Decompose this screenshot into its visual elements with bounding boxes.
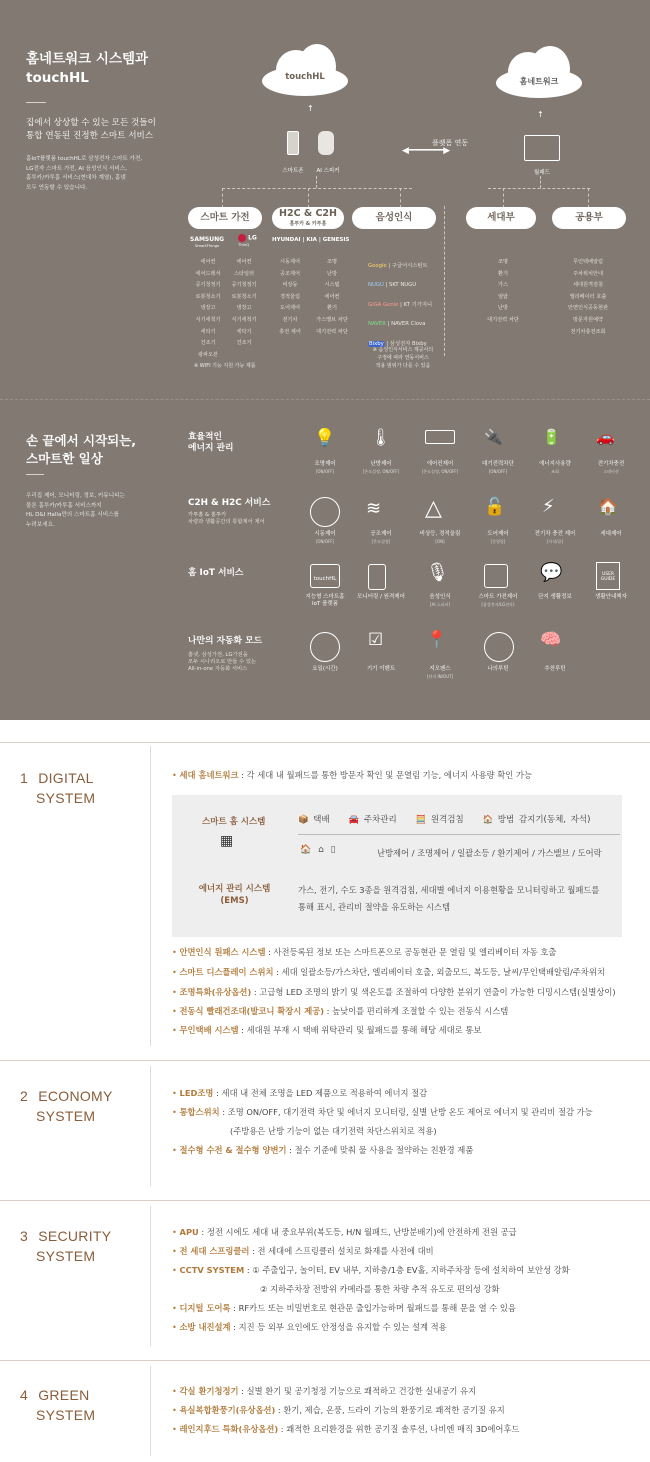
hazard-triangle-icon: △ — [425, 496, 442, 521]
row-title-c2h: C2H & H2C 서비스 — [188, 498, 271, 508]
row-title-automation: 나만의 자동화 모드 — [188, 636, 263, 646]
ev-charger-icon: 🚗 — [596, 428, 615, 446]
map-pin-icon: 📍 — [426, 630, 448, 650]
section-title-economy: 2 ECONOMY SYSTEM — [20, 1088, 113, 1124]
intro-title: 홈네트워크 시스템과 touchHL — [26, 51, 149, 86]
security-house-icon: 🏠 — [482, 815, 494, 825]
charging-icon: ⚡ — [542, 496, 555, 517]
daily-title: 손 끝에서 시작되는, 스마트한 일상 — [26, 433, 137, 466]
divider — [26, 102, 46, 103]
control-icons: 🏠 ⌂ ▯ — [300, 845, 338, 855]
pill-smart-appliance: 스마트 가전 — [188, 207, 262, 229]
homenetwork-cloud: 홈네트워크 — [496, 46, 582, 102]
meter-icon: 🧮 — [415, 815, 427, 825]
household-list: 조명 환기 가스 엄탑 난방 대기전력 차단 — [487, 259, 519, 323]
user-guide-icon: USER GUIDE — [596, 562, 620, 590]
wallpad-icon — [524, 135, 560, 161]
energy-meter-icon: 🔋 — [542, 428, 561, 446]
touchhl-logo: touchHL — [285, 72, 325, 82]
lock-icon: 🔓 — [484, 497, 506, 517]
row-title-iot: 홈 IoT 서비스 — [188, 568, 244, 578]
common-area-list: 무인택배알림 주차위치안내 세대원격검침 엘리베이터 호출 안면인식공동현관 방문자원예약 전기차충전조회 — [567, 259, 609, 335]
lg-appliance-list: 에어컨 스타일러 공기청정기 로봇청소기 냉장고 식기세척기 세탁기 건조기 — [231, 259, 257, 347]
checklist-icon: ☑ — [368, 630, 384, 650]
wind-icon: ≋ — [366, 498, 382, 519]
parking-icon: 🚘 — [348, 815, 360, 825]
ems-label: 에너지 관리 시스템 (EMS) — [198, 884, 271, 906]
clock-icon — [310, 632, 340, 662]
ai-speaker-icon — [318, 131, 334, 155]
row-title-energy: 효율적인 에너지 관리 — [188, 432, 234, 453]
community-icon: 💬 — [540, 562, 563, 583]
mobile-monitor-icon — [368, 564, 386, 590]
my-routine-icon — [484, 632, 514, 662]
samsung-appliance-list: 에어컨 에어드레서 공기청정기 로봇청소기 냉장고 식기세척기 세탁기 건조기 광파오븐 — [195, 259, 221, 358]
pill-common-area: 공용부 — [552, 207, 626, 229]
intro-description: 홈IoT플랫폼 touchHL로 삼성전자 스마트 가전, LG전자 스마트 가전, AI 음성인식 서비스, 홈투카/카투홈 서비스(현대차 계열), 홈넷 모두 연동할 수 있습니다. — [26, 156, 143, 191]
samsung-logo: SAMSUNG SmartThings — [190, 236, 225, 248]
touchscreen-icon: ▦ — [220, 833, 234, 849]
light-bulb-icon: 💡 — [314, 428, 336, 448]
smart-home-box: 스마트 홈 시스템 ▦ 📦 택배 🚘 주차관리 🧮 원격검침 🏠 방범 감지기(동체, 자석) 🏠 ⌂ ▯ 난방제어 / 조명제어 / 일괄소등 / 환기제어 / 가스밸브 / 도어락 에너지 관리 시스템 (EMS) 가스, 전기, 수도 3종을 원격검침, 세대별 에너지 이용현황을 모니터링하고 월패드를 통해 표시, 관리비 절약을 유도하는 시스템 — [172, 795, 622, 937]
arrow-up-icon: ↑ — [307, 104, 314, 113]
car-home-icon: 🏠 — [598, 497, 618, 516]
parcel-icon: 📦 — [298, 815, 309, 825]
touchhl-icon: touchHL — [310, 564, 340, 588]
section-title-security: 3 SECURITY SYSTEM — [20, 1228, 112, 1264]
smartphone-icon — [287, 131, 299, 155]
plug-icon: 🔌 — [484, 428, 503, 446]
car-control-list: 시동제어 공조제어 비상등 경적울림 도어제어 전기차 충전 제어 — [279, 259, 301, 335]
section-title-digital: 1 DIGITAL SYSTEM — [20, 770, 96, 806]
pill-household: 세대부 — [466, 207, 536, 229]
lg-logo: LG ThinQ — [238, 234, 257, 247]
arrow-up-icon: ↑ — [537, 110, 544, 119]
appliance-icon — [484, 564, 508, 588]
intro-subtitle: 집에서 상상할 수 있는 모든 것들이 통합 연동된 진정한 스마트 서비스 — [26, 118, 156, 141]
voice-note: ※ 음성인식서비스 제공사의 구정에 따라 연동서비스 적용 범위가 다를 수 있음 — [372, 347, 434, 369]
pill-h2c-c2h: H2C & C2H 홈투카 & 카투홈 — [272, 207, 344, 229]
thermometer-icon: 🌡 — [370, 428, 392, 448]
touchhl-cloud — [262, 42, 348, 98]
smart-home-overview: 홈네트워크 시스템과 touchHL 집에서 상상할 수 있는 모든 것들이 통합 연동된 진정한 스마트 서비스 홈IoT플랫폼 touchHL로 삼성전자 스마트 가전, LG전자 스마트 가전, AI 음성인식 서비스, 홈투카/카투홈 서비스(현대차 계열), 홈넷 모두 연동할 수 있습니다. touchHL 홈네트워크 ↑ ↑ 스마트폰 AI 스피커 플랫폼 연동 ◀━━━━━━━━▶ 월패드 스마트 가전 H2C & C2H 홈투카 & 카투홈 음성인식 세대부 공용부 SAMSUNG SmartThings LG ThinQ HYUNDAI | KIA | GENESIS 에어컨 에어드레서 공기청정기 로봇청소기 냉장고 식기세척기 세탁기 건조기 광파오븐 에어컨 스타일러 공기청정기 로봇청소기 냉장고 식기세척기 세탁기 건조기 시동제어 공조제어 비상등 경적울림 도어제어 전기차 충전 제어 조명 난방 시스템 에어컨 환기 가스밸브 차단 대기전력 차단 ※ WIFI 기능 지원 가능 제품 Google | 구글어시스턴트 NUGU | SKT NUGU GiGA Genie | KT 기가지니 NAVER | NAVER Clova Bixby | 삼성전자 Bixby ※ 음성인식서비스 제공사의 구정에 따라 연동서비스 적용 범위가 다를 수 있음 조명 환기 가스 엄탑 난방 대기전력 차단 무인택배알림 주차위치안내 세대원격검침 엘리베이터 호출 안면인식공동현관 방문자원예약 전기차충전조회 손 끝에서 시작되는, 스마트한 일상 우리집 제어, 모니터링, 정보, 커뮤니티는 물론 홈투카/카투홈 서비스까지 HL D&I Halla만의 스마트홈 서비스를 누려보세요. 효율적인 에너지 관리 C2H & H2C 서비스 카투홈 & 홈투카 차량과 생활공간의 통합제어 제어 홈 IoT 서비스 나만의 자동화 모드 홈넷, 삼성가전, LG가전을 모두 시나리오로 만들 수 있는 All-in-one 자동화 서비스 💡 🌡 🔌 🔋 🚗 조명제어 [ON/OFF] 난방제어 [온도설정, ON/OFF] 에어컨제어 [온도설정, ON/OFF] 대기전력차단 [ON/OFF] 에너지사용량 조회 전기차충전 스테이션 ≋ △ 🔓 ⚡ 🏠 시동제어 [ON/OFF] 공조제어 [온도설정] 비상등, 경적울림 [ON] 도어제어 [문열림] 전기차 충전 제어 [시작/끝] 세대제어 touchHL 🎙 💬 USER GUIDE 지능형 스마트홈 IoT 플랫폼 모니터링 / 원격제어 음성인식 [AI 스피커] 스마트 가전제어 [삼성전자/LG전자] 단지 생활정보 생활안내책자 ☑ 📍 🧠 요일(시간) 기기 이벤트 지오펜스 [단지 IN/OUT] 나의루틴 추천루틴 — [0, 0, 650, 720]
air-conditioner-icon — [425, 430, 455, 444]
voice-service-list: Google | 구글어시스턴트 NUGU | SKT NUGU GiGA Genie | KT 기가지니 NAVER | NAVER Clova Bixby | 삼성전자 Bixby — [368, 263, 433, 347]
digital-lead: • 세대 홈네트워크 : 각 세대 내 월패드를 통한 방문자 확인 및 문열림 기능, 에너지 사용량 확인 가능 — [172, 770, 532, 780]
hyundai-kia-genesis-logo: HYUNDAI | KIA | GENESIS — [272, 237, 350, 243]
microphone-icon: 🎙 — [426, 562, 449, 583]
daily-description: 우리집 제어, 모니터링, 정보, 커뮤니티는 물론 홈투카/카투홈 서비스까지 HL D&I Halla만의 스마트홈 서비스를 누려보세요. — [26, 493, 125, 528]
recommend-routine-icon: 🧠 — [540, 630, 562, 650]
pill-voice-recognition: 음성인식 — [352, 207, 436, 229]
power-button-icon — [310, 497, 340, 527]
home-control-list: 조명 난방 시스템 에어컨 환기 가스밸브 차단 대기전력 차단 — [316, 259, 348, 335]
smart-home-row1: 📦 택배 🚘 주차관리 🧮 원격검침 🏠 방범 감지기(동체, 자석) — [298, 815, 591, 825]
section-title-green: 4 GREEN SYSTEM — [20, 1387, 96, 1423]
platform-link-label: 플랫폼 연동 — [431, 139, 469, 147]
double-arrow-icon: ◀━━━━━━━━▶ — [402, 146, 450, 156]
